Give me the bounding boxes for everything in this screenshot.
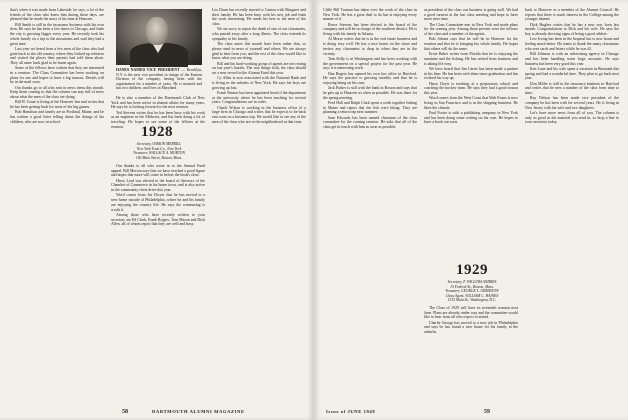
caption-text: — Brooklyn, N.Y. is the new vice president in charge of the Eastern Division of the company, having been with the organization for a number of years. He is married and has two children, and lives in Maryland.	[116, 68, 203, 91]
paragraph: Ted Stevens writes that he has been busy with his work as an engineer in the Midwest, and has been doing a lot of traveling. He hopes to see some of the fellows at the reunion.	[111, 110, 205, 129]
paragraph: The Class Committee met in New York and made plans for the coming year. Among those present were the officers of the class and a number of the agents.	[424, 22, 518, 37]
magazine-footer: DARTMOUTH ALUMNI MAGAZINE	[152, 409, 245, 414]
paragraph: Harry Davis is teaching at a preparatory school and coaching the hockey team. He says they had a good season this year.	[424, 81, 518, 95]
page-number: 58	[122, 409, 128, 415]
paragraph: Bob Adams says that he will be in Hanover for the reunion and that he is bringing his whole family. He hopes that others will do the same.	[424, 37, 518, 51]
portrait-photo	[116, 9, 202, 65]
class-officers: Secretary, OSMON MERRILL New York Trust Co., New York Treasurer, WALLACE A. MORTON 100 Main Street, Boston, Mass.	[133, 142, 185, 160]
paragraph: Our thanks go to all who sent in news items this month. Keep them coming so that the column can stay full of news about what the men of the class are doing.	[10, 85, 104, 100]
paragraph: Lew Irving has been in the hospital but is now home and feeling much better. He wants to thank the many classmates who sent cards and letters while he was ill.	[525, 37, 619, 51]
paragraph: Leo Dunn has recently moved to Canton with Margaret and their family. He has been busy with his new job and finds the work interesting. He sends his best to the men of the class.	[212, 8, 306, 27]
paragraph: back to Hanover as a member of the Alumni Council. He reports that there is much interest in the College among the younger alumni.	[525, 8, 619, 22]
paragraph: Chuck Wilson is working in the business office of a large firm in Chicago and writes that he expects to be back east soon on a business trip. He would like to see any of the men of the class who are in the neighborhood at that time.	[212, 105, 306, 124]
paragraph: Bill Johnson is with an advertising agency in Chicago and has been handling some large accounts. He says business has been very good this year.	[525, 52, 619, 66]
paragraph: We are sorry to report the death of one of our classmates, who passed away after a long illness. The class extends its sympathy to his family.	[212, 27, 306, 41]
paragraph: Jack Parker is still with the bank in Boston and says that he gets up to Hanover as often as possible. He was there for the spring meeting.	[323, 86, 417, 100]
right-column-1	[323, 8, 417, 130]
paragraph: Bill H. Grant is living at the Hanover Inn and writes that he has been getting back for most of the big games.	[10, 100, 104, 110]
caption-lead: HANES NAMED VICE PRESIDENT	[116, 68, 180, 72]
paragraph: Ken Lane and his wife spent a vacation in Bermuda this spring and had a wonderful time. They plan to go back next year.	[525, 66, 619, 81]
right-column-2-continued	[424, 306, 518, 335]
paragraph: Our thanks to all who wrote in to the Annual Fund appeal. Bill Morton says that we have reached a good figure and hopes that more will come in before the books close.	[111, 164, 205, 178]
paragraph: Dan Rogers has opened his own law office in Hartford. He says the practice is growing steadily and that he is enjoying being on his own.	[323, 71, 417, 85]
issue-footer: Issue of JUNE 1948	[326, 409, 376, 414]
left-column-2-continued	[111, 164, 205, 228]
page-number: 59	[484, 409, 490, 415]
paragraph: as president of the class our business is going well. We had a good turnout at the last class meeting and hope to have more next time.	[424, 8, 518, 22]
paragraph: Word comes from the West Coast that Walt Evans is now living in San Francisco and is in the shipping business. He likes the climate.	[424, 96, 518, 110]
class-year-heading: 1929	[456, 262, 488, 278]
paragraph: Bill and his hard-working group of agents are not resting on last year's laurels. The way things look, the class should set a new record in the Alumni Fund this year.	[212, 61, 306, 75]
paragraph: Al Morse writes that he is in the real estate business and is doing very well. He has a nice home on the shore and invites any classmates to drop in when they are in the vicinity.	[323, 37, 417, 56]
paragraph: Don Miller is still in the insurance business in Hartford and writes that he sees a number of the class from time to time.	[525, 81, 619, 95]
paragraph: Among those who have recently written to your secretary are Ed Clark, Frank Rogers, Tom Mason and Dick Allen, all of whom report that they are well and busy.	[111, 212, 205, 227]
photo-caption	[116, 68, 202, 91]
paragraph: Some of the fellows have written that they are interested in a reunion. The Class Committee has been working on plans for one and hopes to have a big turnout. Details will be in the mail soon.	[10, 66, 104, 85]
paragraph: Ernie Baker writes from Florida that he is enjoying the sunshine and the fishing. He has retired from business and is taking life easy.	[424, 52, 518, 66]
paragraph: Frank Warner has been appointed head of the department at the university where he has been teaching for several years. Congratulations are in order.	[212, 90, 306, 105]
right-column-3	[525, 8, 619, 126]
paragraph: Cy Allen is now associated with the National Bank and is living in the suburbs of New York. He says his boys are growing up fast.	[212, 76, 306, 90]
paragraph: Sam Edwards has been named chairman of the class committee for the coming reunion. He asks that all of the class get in touch with him as soon as possible.	[323, 115, 417, 130]
paragraph: Last year we heard from a few men of the class who had gone back to the old country, where they looked up relatives and visited the places their parents had told them about. They all came back glad to be home again.	[10, 46, 104, 65]
class-officers: Secretary, F. WILLIAM ANDRES 15 Federal St., Boston, Mass. Treasurer, GEORGE L. ORMISTON Class Agent, WILLIAM C. HAINES 1515 Main St., Washington, D.C.	[445, 280, 499, 303]
paragraph: Word comes from Joe Dwyer that he has moved to a new home outside of Philadelphia, where he and his family are enjoying the country life. He says the commuting is worth it.	[111, 193, 205, 212]
paragraph: We have heard that Jim Carter has been made a partner in his firm. He has been with them since graduation and has worked his way up.	[424, 66, 518, 81]
paragraph: Tom Kelly is in Washington and has been working with the government on a special project for the past year. He says it is interesting work.	[323, 56, 417, 71]
paragraph: The Class of 1929 will have its twentieth reunion next June. Plans are already under way and the committee would like to hear from all who expect to attend.	[424, 306, 518, 320]
paragraph: Harry Lord was elected to the board of directors of the Chamber of Commerce in his home town, and is also active in the community chest drive this year.	[111, 178, 205, 193]
right-column-2	[424, 8, 518, 126]
paragraph: Bruce Stevens has been elected to the board of the company and will be in charge of the southern district. He is living with his family in Atlanta.	[323, 22, 417, 37]
paragraph: Let's have more news from all of you. The column is only as good as the material you send in, so drop a line to your secretary today.	[525, 110, 619, 125]
paragraph: Cliffe Bill Truman has taken over the work of the class in New York. He has a great deal to do but is enjoying every minute of it.	[323, 8, 417, 22]
paragraph: The class notes this month have been rather thin, so please send in news of yourself and others. We are always glad to hear from you, and the rest of the class would like to know what you are doing.	[212, 42, 306, 61]
paragraph: Paul Foster is with a publishing company in New York and has been doing some writing on his own. He hopes to have a book out soon.	[424, 110, 518, 125]
paragraph: He is also a member of the Dartmouth Club of New York and has been active in alumni affairs for many years. He says he is looking forward to the next reunion.	[111, 96, 205, 110]
paragraph: Ray Nelson has been made vice president of the company he has been with for several years. He is living in New Jersey with his wife and two daughters.	[525, 96, 619, 110]
paragraph: Bob Hamilton and family are in Portland, Maine, and he has written a good letter telling about the doings of his children, who are now in school.	[10, 110, 104, 124]
right-page	[314, 0, 628, 420]
left-column-1	[10, 8, 104, 125]
paragraph: Fred Hall and Ralph Clark spent a week together fishing in Maine and report that the fish were biting. They are planning a return trip next summer.	[323, 100, 417, 115]
paragraph: Charlie George has moved to a new job in Philadelphia and says he has found a nice house for his family in the suburbs.	[424, 320, 518, 335]
paragraph: Bill Smith is still in the insurance business with his own firm. He says he has been a few times to Chicago, and finds the city is growing bigger every year. He recently took his whole family on a trip to the mountains and said they had a great time.	[10, 22, 104, 46]
class-year-heading: 1928	[141, 124, 173, 140]
paragraph: Dick Hughes writes that he has a new son, born last month. Congratulations to Dick and his wife. He says the boy is already showing signs of being a good athlete.	[525, 22, 619, 37]
left-column-3	[212, 8, 306, 125]
paragraph: that's when it was made from Lakeside, he says, a lot of the friends of the class who knew him during those days, are pleased that he made the most of his time at Hanover.	[10, 8, 104, 22]
